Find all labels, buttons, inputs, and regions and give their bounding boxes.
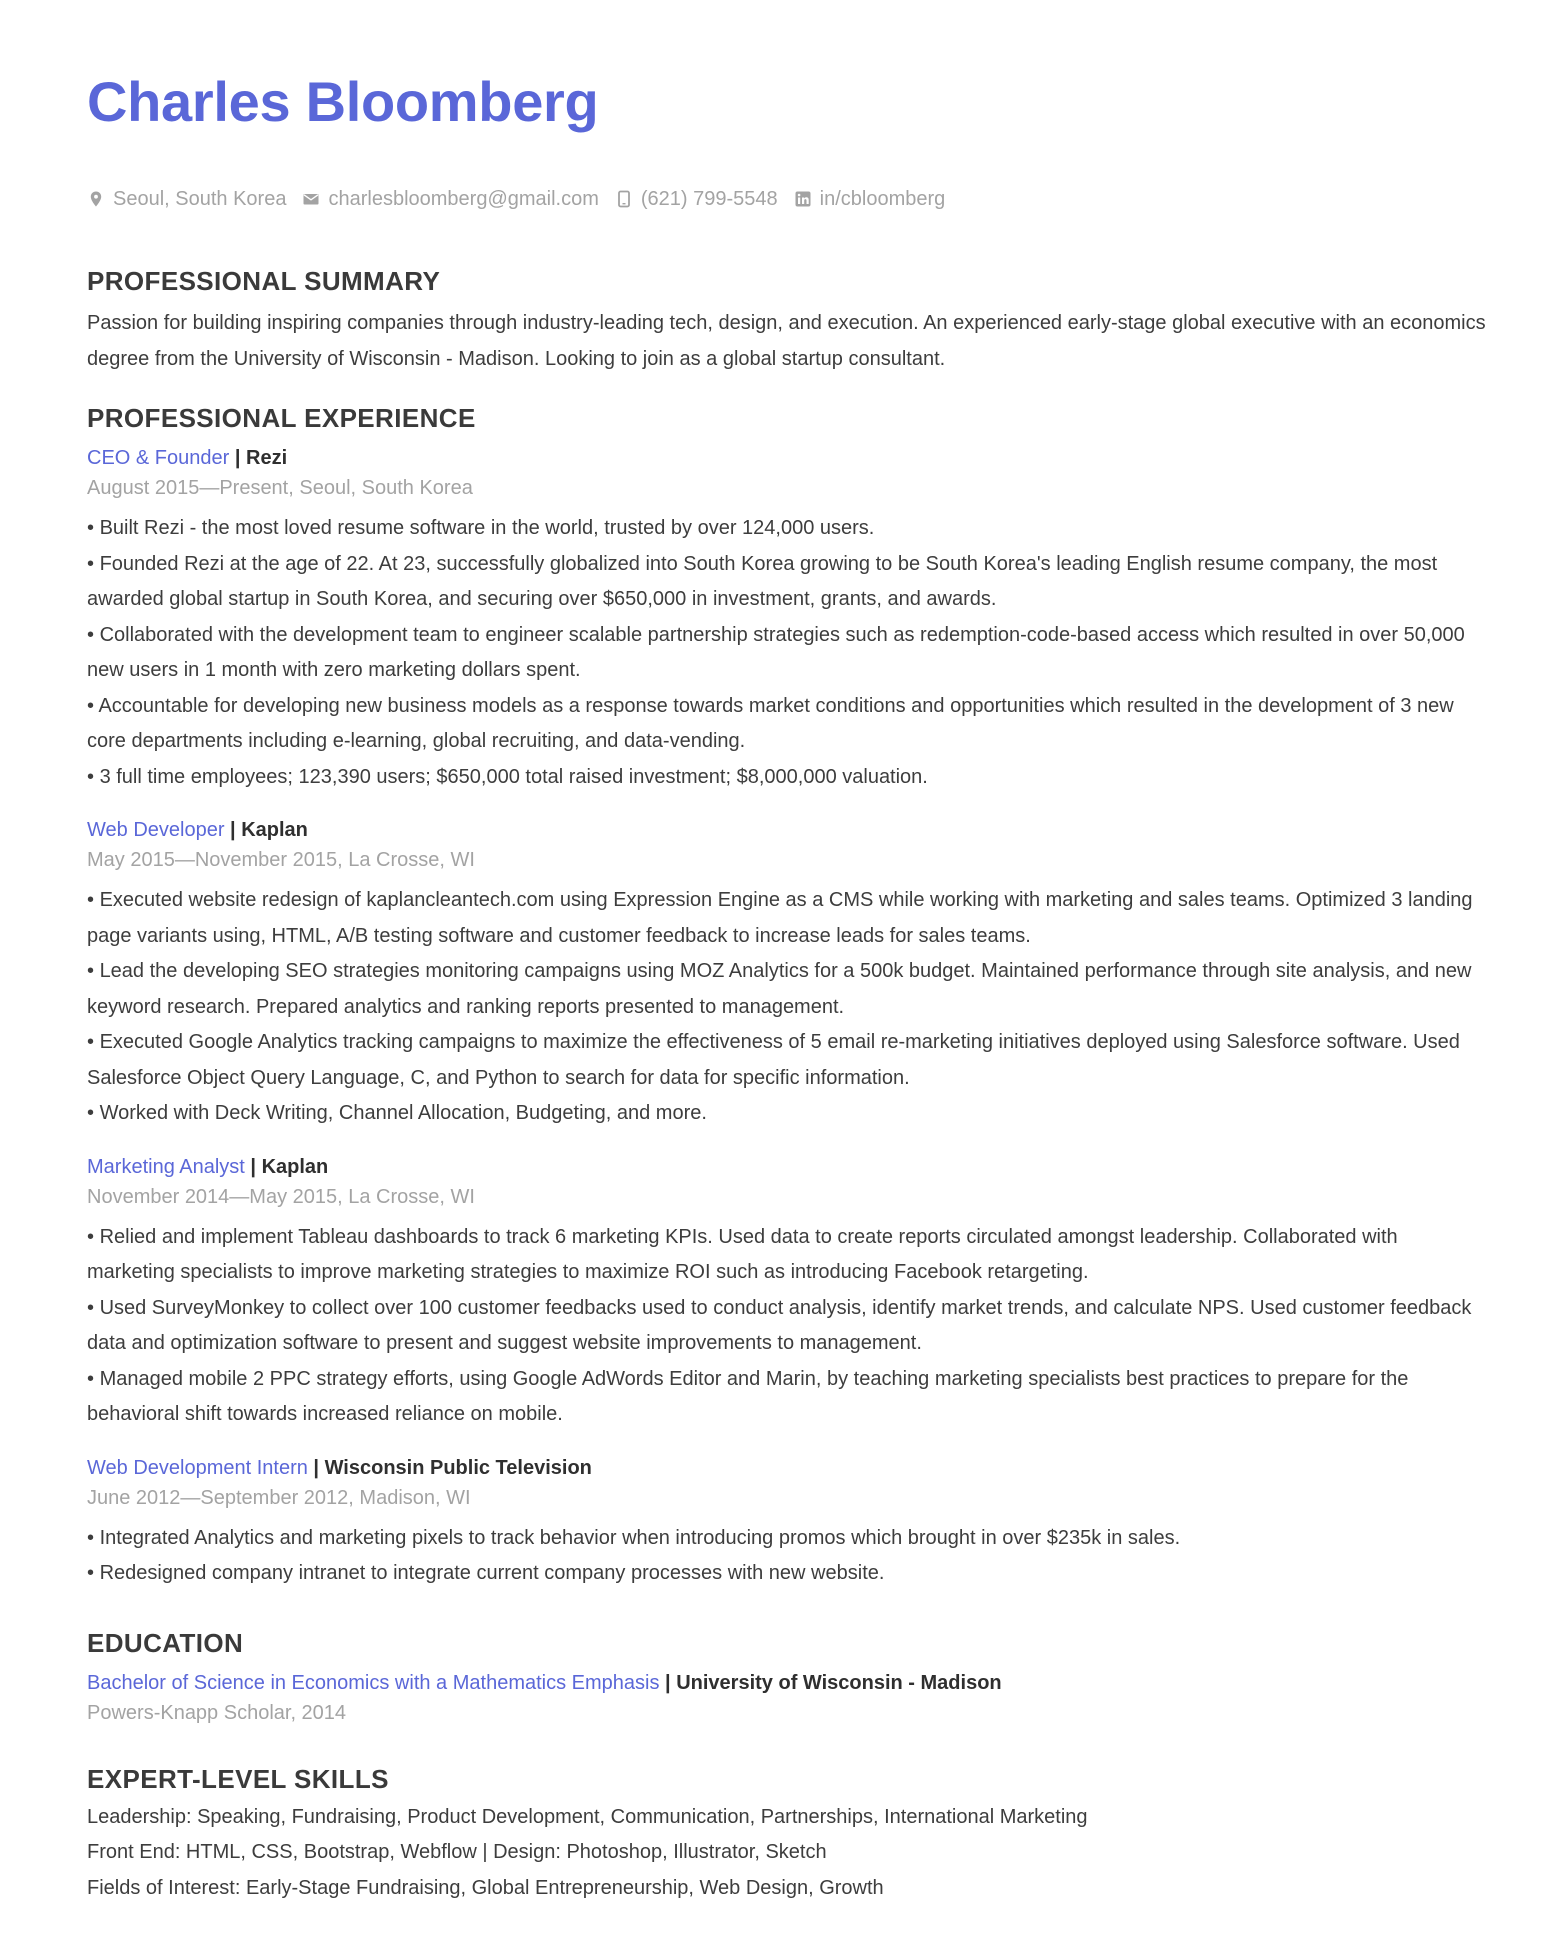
job-org: Kaplan (241, 819, 308, 841)
job-org: Wisconsin Public Television (324, 1456, 592, 1479)
skills-list (87, 1800, 1562, 1907)
summary-title: PROFESSIONAL SUMMARY (87, 266, 441, 296)
job-bullet: • Accountable for developing new business models as a response towards market conditions and opportunities which resulted in the development of 3 new core departments including e-learning, global recruiting, and data-vending. (87, 689, 1487, 760)
job-separator: | (250, 1155, 257, 1178)
envelope-icon (302, 190, 320, 208)
contact-phone-text[interactable]: (621) 799-5548 (640, 187, 778, 210)
education-title: EDUCATION (87, 1627, 244, 1658)
contact-linkedin[interactable] (794, 188, 946, 211)
candidate-name: Charles Bloomberg (87, 70, 599, 133)
job-header (87, 815, 1562, 845)
job-bullet: • 3 full time employees; 123,390 users; $650,000 total raised investment; $8,000,000 valuation. (87, 760, 1487, 796)
job-bullet: • Built Rezi - the most loved resume software in the world, trusted by over 124,000 users. (87, 511, 1487, 547)
education-degree: Bachelor of Science in Economics with a Mathematics Emphasis (87, 1671, 660, 1694)
job-bullet: • Collaborated with the development team to engineer scalable partnership strategies such as redemption-code-based access which resulted in over 50,000 new users in 1 month with zero marketing dollars spent. (87, 618, 1487, 689)
linkedin-icon (794, 190, 812, 208)
job-separator: | (313, 1456, 320, 1479)
skills-line: Leadership: Speaking, Fundraising, Product Development, Communication, Partnerships, International Marketing (87, 1805, 1088, 1828)
summary-text: Passion for building inspiring companies through industry-leading tech, design, and execution. An experienced early-stage global executive with an economics degree from the University of Wisconsin - Madison. Looking to join as a global startup consultant. (87, 312, 1486, 370)
contact-linkedin-text[interactable]: in/cbloomberg (819, 187, 946, 210)
job-role: CEO & Founder (87, 447, 230, 469)
job-bullet: • Founded Rezi at the age of 22. At 23, successfully globalized into South Korea growing to be South Korea's leading English resume company, the most awarded global startup in South Korea, and securing over $650,000 in investment, grants, and awards. (87, 547, 1487, 618)
contact-location (87, 188, 286, 211)
experience-section (87, 401, 1562, 1592)
job-bullet: • Integrated Analytics and marketing pixels to track behavior when introducing promos which brought in over $235k in sales. (87, 1521, 1487, 1557)
job-bullets (87, 1521, 1562, 1592)
education-header (87, 1668, 1562, 1698)
job-bullet: • Lead the developing SEO strategies monitoring campaigns using MOZ Analytics for a 500k budget. Maintained performance through site analysis, and new keyword research. Prepared analytics and ranking reports presented to management. (87, 954, 1487, 1025)
job-header (87, 1152, 1562, 1182)
contact-email-text[interactable]: charlesbloomberg@gmail.com (328, 187, 599, 210)
skills-line: Front End: HTML, CSS, Bootstrap, Webflow | Design: Photoshop, Illustrator, Sketch (87, 1841, 827, 1863)
job-meta: June 2012—September 2012, Madison, WI (87, 1486, 471, 1509)
location-pin-icon (87, 190, 105, 208)
job-bullets (87, 1220, 1562, 1433)
job-bullet: • Relied and implement Tableau dashboards to track 6 marketing KPIs. Used data to create reports circulated amongst leadership. Collaborated with marketing specialists to improve marketing strategies to maximize ROI such as introducing Facebook retargeting. (87, 1220, 1487, 1291)
job-bullet: • Executed website redesign of kaplancleantech.com using Expression Engine as a CMS while working with marketing and sales teams. Optimized 3 landing page variants using, HTML, A/B testing software and customer feedback to increase leads for sales teams. (87, 883, 1487, 954)
education-separator: | (665, 1671, 671, 1694)
skills-line: Fields of Interest: Early-Stage Fundraising, Global Entrepreneurship, Web Design, Growth (87, 1876, 884, 1899)
job-entry (87, 443, 1562, 795)
skills-section (87, 1762, 1562, 1907)
job-bullet: • Redesigned company intranet to integrate current company processes with new website. (87, 1556, 1487, 1592)
contact-phone[interactable] (615, 188, 778, 211)
job-bullets (87, 511, 1562, 795)
job-bullet: • Worked with Deck Writing, Channel Allocation, Budgeting, and more. (87, 1096, 1487, 1132)
phone-icon (615, 190, 633, 208)
skills-title: EXPERT-LEVEL SKILLS (87, 1763, 389, 1794)
contact-email[interactable] (302, 188, 598, 211)
experience-title: PROFESSIONAL EXPERIENCE (87, 403, 476, 433)
job-bullet: • Managed mobile 2 PPC strategy efforts, using Google AdWords Editor and Marin, by teaching marketing specialists best practices to prepare for the behavioral shift towards increased reliance on mobile. (87, 1362, 1487, 1433)
education-meta: Powers-Knapp Scholar, 2014 (87, 1701, 347, 1724)
job-entry (87, 1453, 1562, 1592)
job-role: Marketing Analyst (87, 1155, 245, 1178)
education-school: University of Wisconsin - Madison (676, 1671, 1002, 1694)
job-org: Kaplan (261, 1155, 329, 1178)
job-bullet: • Executed Google Analytics tracking campaigns to maximize the effectiveness of 5 email re-marketing initiatives deployed using Salesforce software. Used Salesforce Object Query Language, C, and Python to search for data for specific information. (87, 1025, 1487, 1096)
job-separator: | (230, 819, 236, 841)
contact-bar (87, 184, 1562, 214)
education-section (87, 1626, 1562, 1728)
job-entry (87, 1152, 1562, 1433)
job-meta: May 2015—November 2015, La Crosse, WI (87, 849, 475, 871)
job-role: Web Development Intern (87, 1456, 308, 1479)
job-org: Rezi (246, 447, 288, 469)
contact-location-text: Seoul, South Korea (113, 187, 287, 210)
job-entry (87, 815, 1562, 1132)
job-role: Web Developer (87, 819, 225, 841)
summary-section (87, 264, 1562, 377)
job-meta: November 2014—May 2015, La Crosse, WI (87, 1185, 475, 1208)
job-header (87, 1453, 1562, 1483)
job-separator: | (234, 447, 241, 469)
job-bullets (87, 883, 1562, 1132)
job-header (87, 443, 1562, 473)
job-meta: August 2015—Present, Seoul, South Korea (87, 477, 473, 499)
job-bullet: • Used SurveyMonkey to collect over 100 customer feedbacks used to conduct analysis, identify market trends, and calculate NPS. Used customer feedback data and optimization software to present and suggest website improvements to management. (87, 1291, 1487, 1362)
